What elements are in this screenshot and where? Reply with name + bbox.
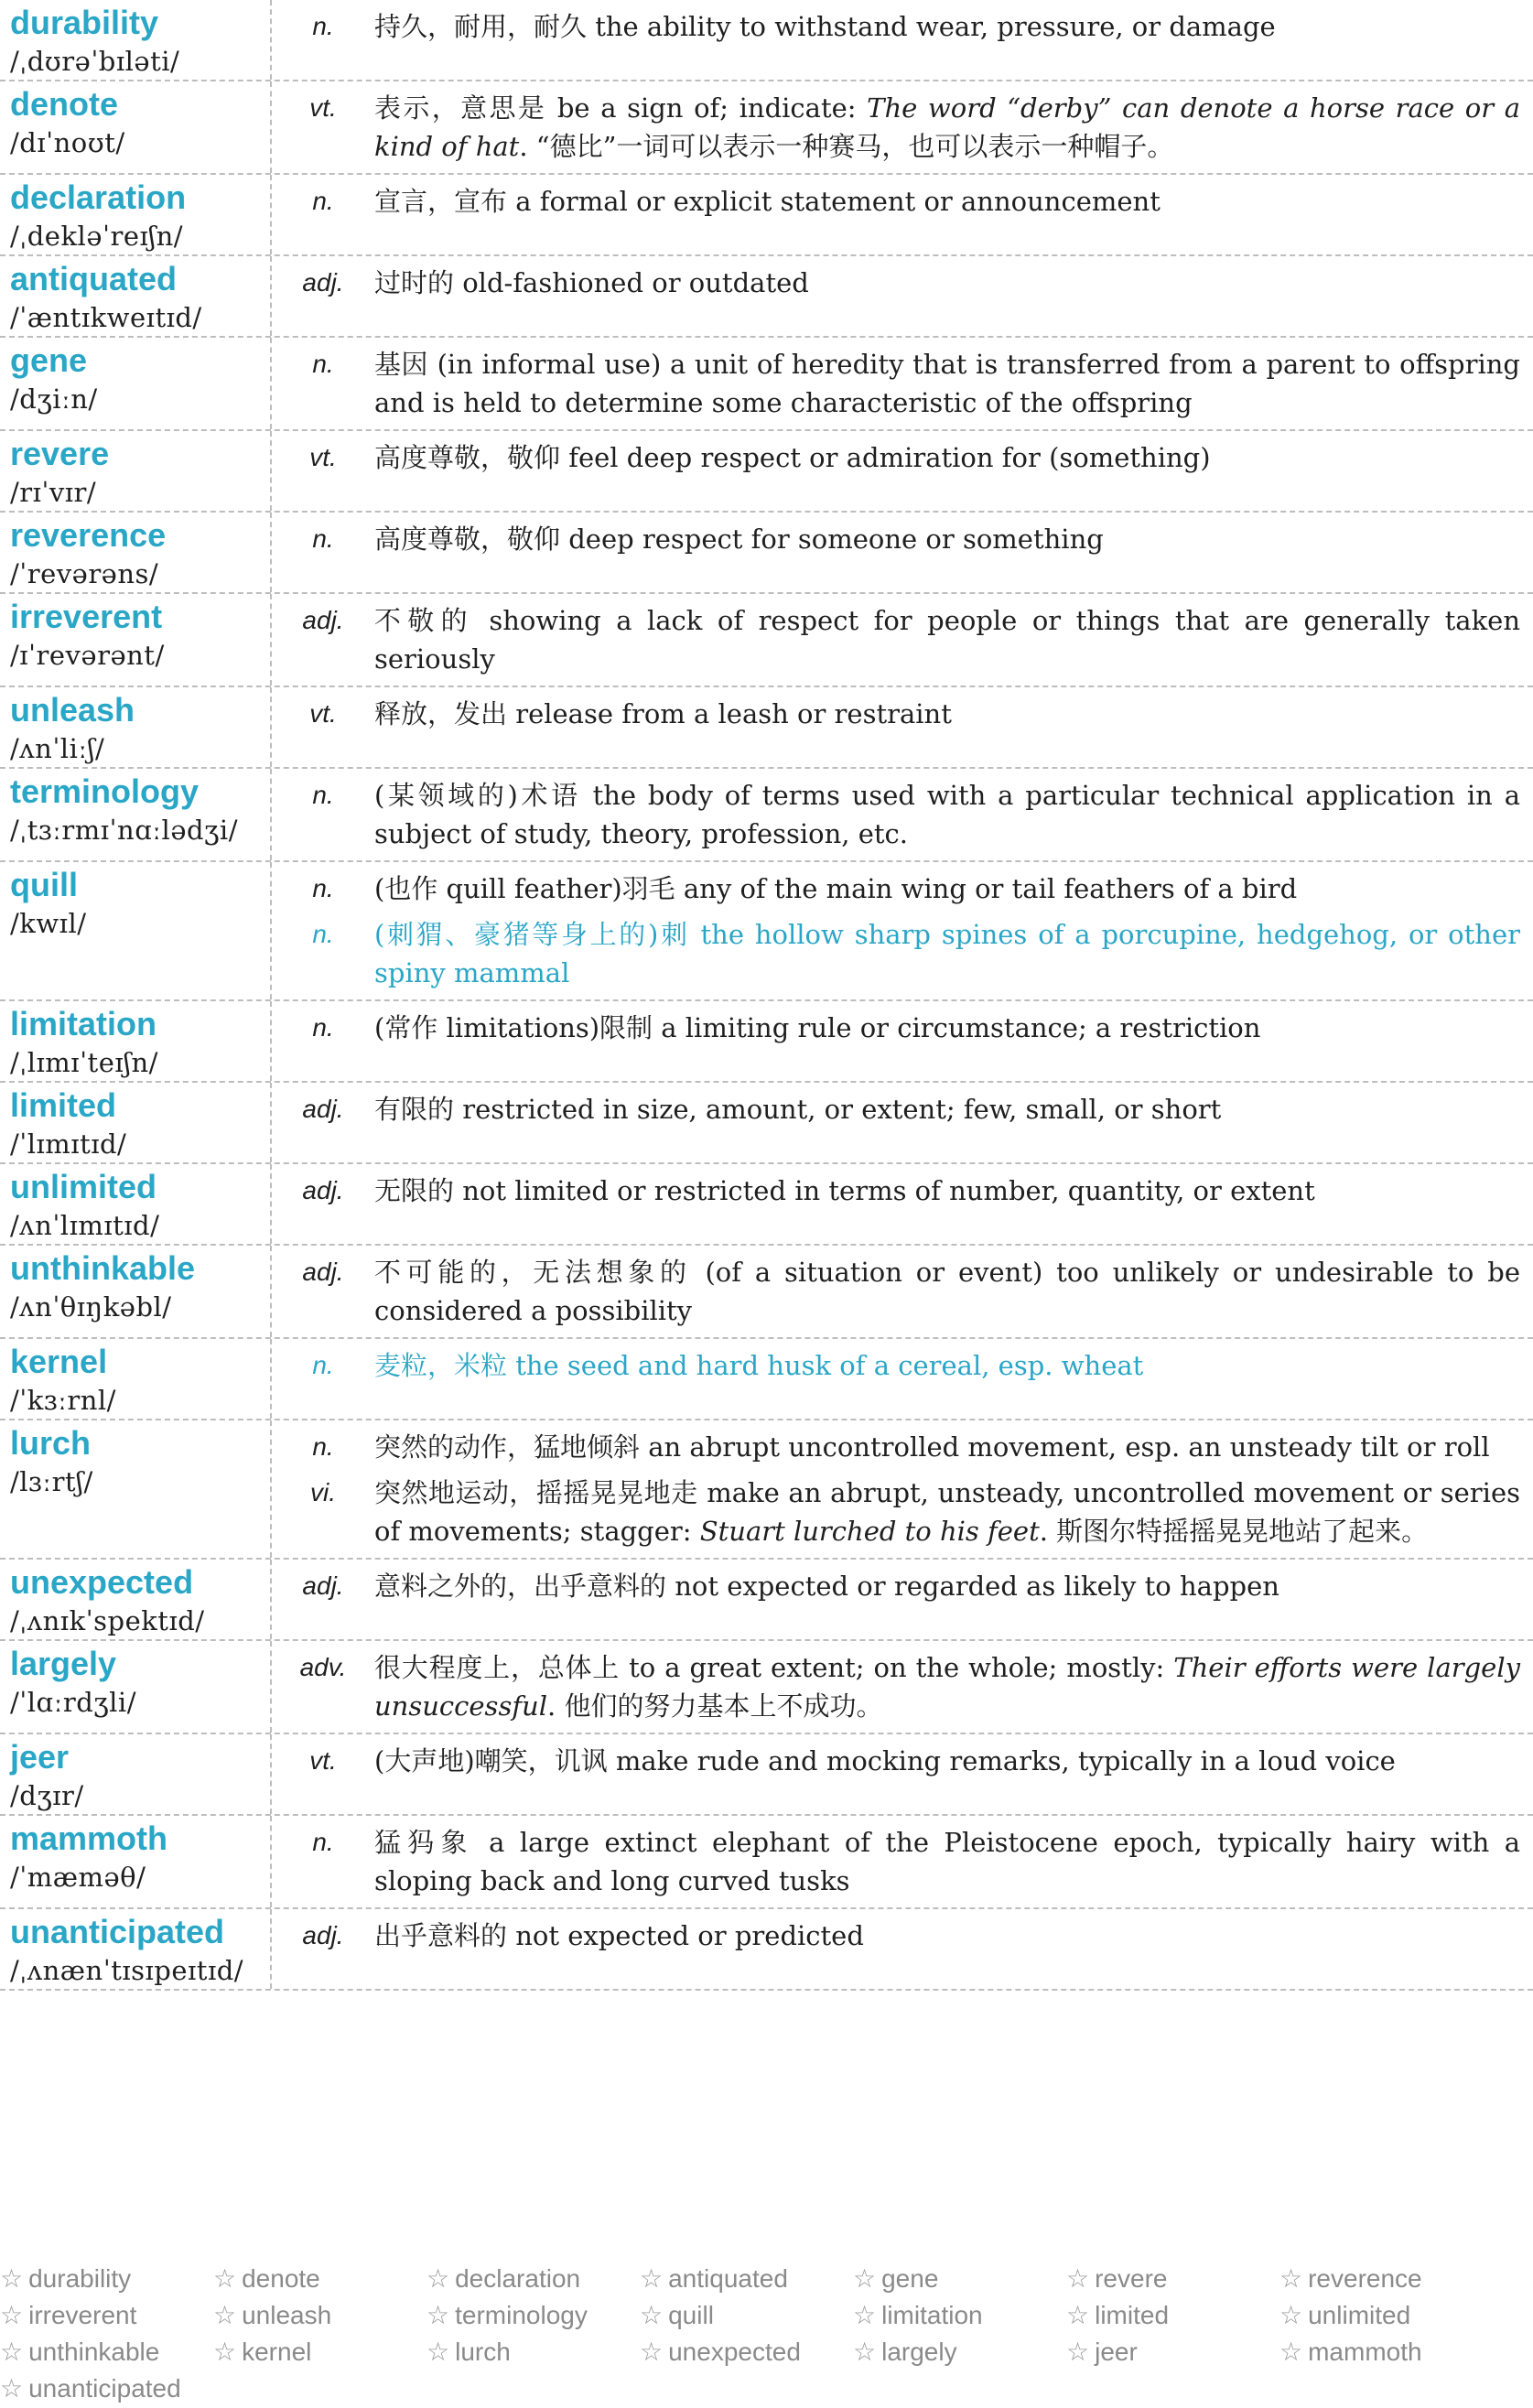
headword: terminology [10, 772, 200, 810]
review-word-label: durability [28, 2264, 132, 2293]
star-icon: ☆ [426, 2301, 450, 2329]
definition [374, 1474, 1520, 1550]
part-of-speech: n. [312, 781, 334, 809]
pronunciation: /ˌlɪmɪˈteɪʃn/ [10, 1047, 158, 1078]
review-word [640, 2261, 853, 2297]
headword-cell [0, 513, 272, 592]
definition-text: 持久，耐用，耐久 the ability to withstand wear, pressure, or damage [374, 11, 1276, 42]
pronunciation: /ʌnˈliːʃ/ [10, 733, 105, 764]
sense-list [272, 1246, 1533, 1337]
definition-text: 基因 (in informal use) a unit of heredity that is transferred from a parent to offspring and is held to determine some characteristic of the offspring [374, 349, 1520, 418]
definition [374, 520, 1520, 558]
entry-gene [0, 338, 1533, 431]
example-sentence: Their efforts were largely unsuccessful [374, 1652, 1520, 1722]
definition [374, 1648, 1520, 1725]
pronunciation: /ˈkɜːrnl/ [10, 1385, 116, 1416]
headword: antiquated [10, 260, 178, 297]
sense-list [272, 256, 1533, 336]
definition-text: (常作 limitations)限制 a limiting rule or circumstance; a restriction [374, 1012, 1261, 1043]
definition-text: 高度尊敬，敬仰 feel deep respect or admiration for (something) [374, 442, 1211, 473]
headword-cell [0, 1339, 272, 1419]
entry-unthinkable [0, 1246, 1533, 1339]
definition-text: 很大程度上，总体上 to a great extent; on the whole; mostly: [374, 1652, 1174, 1683]
entry-revere [0, 431, 1533, 513]
sense [272, 1346, 1520, 1385]
pronunciation: /dɪˈnoʊt/ [10, 127, 125, 158]
definition-text: 不可能的，无法想象的 (of a situation or event) too unlikely or undesirable to be considered a possibility [374, 1257, 1520, 1326]
pronunciation: /kwɪl/ [10, 908, 87, 939]
review-word-label: unleash [242, 2301, 332, 2329]
headword-cell [0, 0, 272, 80]
review-word-label: antiquated [668, 2264, 788, 2293]
part-of-speech: n. [312, 920, 334, 948]
sense [272, 1823, 1520, 1900]
definition [374, 601, 1520, 678]
review-word [853, 2297, 1066, 2334]
review-word-grid [0, 2261, 1533, 2407]
headword: revere [10, 435, 110, 472]
review-word-label: unexpected [668, 2338, 801, 2366]
part-of-speech: n. [312, 1013, 334, 1042]
part-of-speech: n. [312, 1432, 334, 1461]
headword: kernel [10, 1343, 108, 1380]
definition [374, 1009, 1520, 1047]
star-icon: ☆ [853, 2264, 877, 2293]
sense-list [272, 1339, 1533, 1419]
definition [374, 1346, 1520, 1385]
entry-largely [0, 1641, 1533, 1734]
star-icon: ☆ [1066, 2264, 1090, 2293]
review-word [0, 2334, 213, 2370]
definition [374, 264, 1520, 302]
headword: jeer [10, 1738, 70, 1776]
headword-cell [0, 1420, 272, 1558]
definition [374, 182, 1520, 221]
sense [272, 1474, 1520, 1550]
sense [272, 1742, 1520, 1780]
headword: unleash [10, 691, 135, 729]
star-icon: ☆ [0, 2374, 24, 2403]
review-word-label: irreverent [28, 2301, 137, 2329]
sense [272, 438, 1520, 477]
definition-text: 意料之外的，出乎意料的 not expected or regarded as likely to happen [374, 1571, 1279, 1602]
sense [272, 1428, 1520, 1466]
sense-list [272, 1734, 1533, 1814]
entry-antiquated [0, 256, 1533, 338]
entry-limitation [0, 1001, 1533, 1083]
sense-list [272, 338, 1533, 429]
headword: gene [10, 341, 88, 379]
review-word [426, 2334, 640, 2370]
review-word [0, 2370, 213, 2407]
star-icon: ☆ [213, 2338, 237, 2366]
sense [272, 520, 1520, 558]
definition [374, 1567, 1520, 1605]
sense [272, 776, 1520, 853]
review-word [1066, 2297, 1279, 2334]
definition-text: . “德比”一词可以表示一种赛马，也可以表示一种帽子。 [519, 131, 1174, 162]
pronunciation: /ˈmæməθ/ [10, 1862, 146, 1893]
pronunciation: /rɪˈvɪr/ [10, 477, 97, 508]
review-word-label: quill [668, 2301, 714, 2329]
sense-list [272, 1083, 1533, 1162]
headword: unanticipated [10, 1913, 225, 1950]
sense [272, 869, 1520, 908]
star-icon: ☆ [640, 2301, 664, 2329]
definition [374, 7, 1520, 46]
entry-denote [0, 81, 1533, 175]
star-icon: ☆ [213, 2301, 237, 2329]
sense [272, 1253, 1520, 1330]
review-word-label: unanticipated [28, 2374, 181, 2403]
entry-mammoth [0, 1816, 1533, 1909]
review-word-label: jeer [1095, 2338, 1138, 2366]
sense [272, 1090, 1520, 1128]
review-word [213, 2334, 426, 2370]
definition-text: 突然的动作，猛地倾斜 an abrupt uncontrolled movement, esp. an unsteady tilt or roll [374, 1431, 1490, 1463]
pronunciation: /lɜːrtʃ/ [10, 1466, 93, 1497]
star-icon: ☆ [426, 2338, 450, 2366]
entry-reverence [0, 513, 1533, 594]
star-icon: ☆ [213, 2264, 237, 2293]
sense-list [272, 1164, 1533, 1244]
headword: largely [10, 1645, 117, 1682]
pronunciation: /ˈrevərəns/ [10, 558, 159, 589]
headword-cell [0, 175, 272, 254]
sense [272, 89, 1520, 166]
review-word [640, 2334, 853, 2370]
definition-text: 高度尊敬，敬仰 deep respect for someone or something [374, 524, 1104, 555]
star-icon: ☆ [1279, 2264, 1303, 2293]
part-of-speech: vt. [309, 699, 337, 728]
review-word [853, 2334, 1066, 2370]
headword: lurch [10, 1424, 92, 1462]
entry-unleash [0, 687, 1533, 769]
definition [374, 1090, 1520, 1128]
sense [272, 1172, 1520, 1210]
pronunciation: /ˌʌnɪkˈspektɪd/ [10, 1605, 205, 1636]
review-word [1279, 2261, 1493, 2297]
star-icon: ☆ [1066, 2338, 1090, 2366]
pronunciation: /ɪˈrevərənt/ [10, 640, 165, 671]
sense-list [272, 862, 1533, 999]
review-word [0, 2261, 213, 2297]
star-icon: ☆ [853, 2338, 877, 2366]
review-word-label: denote [242, 2264, 320, 2293]
part-of-speech: adj. [302, 606, 344, 634]
definition [374, 776, 1520, 853]
star-icon: ☆ [1066, 2301, 1090, 2329]
entry-irreverent [0, 594, 1533, 687]
headword: irreverent [10, 598, 163, 635]
part-of-speech: n. [312, 1351, 334, 1379]
headword: limited [10, 1086, 117, 1124]
sense-list [272, 1001, 1533, 1081]
sense [272, 1567, 1520, 1605]
pronunciation: /ˈæntɪkweɪtɪd/ [10, 302, 202, 333]
definition [374, 1917, 1520, 1955]
sense-list [272, 594, 1533, 686]
part-of-speech: vt. [309, 1746, 337, 1775]
headword-cell [0, 1816, 272, 1907]
sense [272, 345, 1520, 422]
sense-list [272, 1816, 1533, 1907]
review-word [0, 2297, 213, 2334]
part-of-speech: adv. [299, 1653, 347, 1681]
definition [374, 869, 1520, 908]
definition-text: 无限的 not limited or restricted in terms of number, quantity, or extent [374, 1175, 1315, 1206]
definition [374, 1428, 1520, 1466]
headword: declaration [10, 178, 187, 216]
entry-terminology [0, 769, 1533, 862]
review-word-label: terminology [455, 2301, 588, 2329]
sense-list [272, 513, 1533, 592]
entry-kernel [0, 1339, 1533, 1420]
definition-text: (刺猬、豪猪等身上的)刺 the hollow sharp spines of a porcupine, hedgehog, or other spiny mammal [374, 919, 1520, 988]
review-word [640, 2297, 853, 2334]
pronunciation: /ʌnˈlɪmɪtɪd/ [10, 1210, 160, 1241]
sense-list [272, 1641, 1533, 1733]
definition [374, 915, 1520, 992]
definition-text: 不敬的 showing a lack of respect for people or things that are generally taken seriously [374, 605, 1520, 675]
definition [374, 695, 1520, 733]
review-word-label: kernel [242, 2338, 312, 2366]
headword-cell [0, 1164, 272, 1244]
review-word-label: largely [881, 2338, 957, 2366]
review-word [213, 2297, 426, 2334]
headword-cell [0, 1001, 272, 1081]
entry-unanticipated [0, 1909, 1533, 1991]
review-word-label: reverence [1308, 2264, 1422, 2293]
entry-declaration [0, 175, 1533, 256]
pronunciation: /ˌtɜːrmɪˈnɑːlədʒi/ [10, 815, 238, 846]
headword-cell [0, 862, 272, 999]
headword: durability [10, 4, 159, 41]
part-of-speech: adj. [302, 268, 344, 297]
definition [374, 89, 1520, 166]
part-of-speech: n. [312, 187, 334, 215]
entry-unlimited [0, 1164, 1533, 1246]
review-word [853, 2261, 1066, 2297]
sense [272, 915, 1520, 992]
pronunciation: /ˈlɪmɪtɪd/ [10, 1128, 127, 1160]
sense [272, 1648, 1520, 1725]
definition-text: (某领域的)术语 the body of terms used with a particular technical application in a subject of study, theory, profession, etc. [374, 780, 1520, 849]
review-word-label: mammoth [1308, 2338, 1422, 2366]
star-icon: ☆ [640, 2338, 664, 2366]
definition [374, 1172, 1520, 1210]
part-of-speech: n. [312, 874, 334, 902]
sense [272, 601, 1520, 678]
part-of-speech: n. [312, 1828, 334, 1856]
part-of-speech: vt. [309, 443, 337, 471]
pronunciation: /ˌdʊrəˈbɪləti/ [10, 46, 180, 77]
entry-durability [0, 0, 1533, 81]
star-icon: ☆ [853, 2301, 877, 2329]
sense [272, 182, 1520, 221]
sense-list [272, 769, 1533, 860]
sense [272, 1009, 1520, 1047]
headword: reverence [10, 516, 167, 554]
review-word-label: limited [1095, 2301, 1170, 2329]
review-word-label: gene [881, 2264, 939, 2293]
headword-cell [0, 1909, 272, 1989]
pronunciation: /ˌdekləˈreɪʃn/ [10, 221, 184, 252]
entry-lurch [0, 1420, 1533, 1560]
star-icon: ☆ [1279, 2338, 1303, 2366]
review-word [1066, 2334, 1279, 2370]
star-icon: ☆ [640, 2264, 664, 2293]
sense-list [272, 1420, 1533, 1558]
headword-cell [0, 431, 272, 511]
definition [374, 1253, 1520, 1330]
headword: quill [10, 866, 78, 903]
review-word-label: declaration [455, 2264, 581, 2293]
review-word-label: limitation [881, 2301, 983, 2329]
part-of-speech: adj. [302, 1571, 344, 1600]
sense-list [272, 175, 1533, 254]
sense-list [272, 1560, 1533, 1639]
headword-cell [0, 1246, 272, 1337]
review-word [1279, 2334, 1493, 2370]
part-of-speech: n. [312, 524, 334, 553]
definition-text: . 他们的努力基本上不成功。 [547, 1690, 883, 1722]
sense [272, 1917, 1520, 1955]
headword: unthinkable [10, 1249, 196, 1287]
sense-list [272, 1909, 1533, 1989]
definition-text: 宣言，宣布 a formal or explicit statement or announcement [374, 186, 1161, 217]
entry-quill [0, 862, 1533, 1001]
headword: unlimited [10, 1168, 157, 1205]
definition [374, 438, 1520, 477]
definition-text: . 斯图尔特摇摇晃晃地站了起来。 [1039, 1516, 1429, 1547]
sense-list [272, 81, 1533, 173]
pronunciation: /dʒɪr/ [10, 1780, 84, 1811]
definition-text: (大声地)嘲笑，讥讽 make rude and mocking remarks, typically in a loud voice [374, 1745, 1396, 1776]
part-of-speech: vi. [310, 1478, 336, 1506]
part-of-speech: adj. [302, 1921, 344, 1949]
headword-cell [0, 687, 272, 767]
headword-cell [0, 256, 272, 336]
star-icon: ☆ [0, 2264, 24, 2293]
definition-text: 出乎意料的 not expected or predicted [374, 1920, 864, 1951]
part-of-speech: n. [312, 12, 334, 40]
headword: unexpected [10, 1563, 194, 1601]
definition [374, 1742, 1520, 1780]
sense-list [272, 431, 1533, 511]
star-icon: ☆ [426, 2264, 450, 2293]
star-icon: ☆ [1279, 2301, 1303, 2329]
headword: limitation [10, 1005, 157, 1042]
definition-text: 表示，意思是 be a sign of; indicate: [374, 92, 868, 124]
headword-cell [0, 1083, 272, 1162]
definition [374, 1823, 1520, 1900]
headword-cell [0, 594, 272, 686]
sense-list [272, 687, 1533, 767]
example-sentence: The word “derby” can denote a horse race or a kind of hat [374, 92, 1520, 162]
part-of-speech: vt. [309, 93, 337, 122]
headword-cell [0, 81, 272, 173]
example-sentence: Stuart lurched to his feet [699, 1516, 1040, 1547]
review-word [1066, 2261, 1279, 2297]
entry-unexpected [0, 1560, 1533, 1641]
part-of-speech: n. [312, 350, 334, 378]
entry-limited [0, 1083, 1533, 1164]
pronunciation: /ʌnˈθɪŋkəbl/ [10, 1291, 172, 1323]
sense [272, 264, 1520, 302]
review-word-label: revere [1095, 2264, 1168, 2293]
part-of-speech: adj. [302, 1258, 344, 1286]
definition-text: (也作 quill feather)羽毛 any of the main wing or tail feathers of a bird [374, 873, 1298, 904]
headword: mammoth [10, 1819, 168, 1857]
part-of-speech: adj. [302, 1176, 344, 1204]
review-word-label: unthinkable [28, 2338, 160, 2366]
definition-text: 麦粒，米粒 the seed and hard husk of a cereal, esp. wheat [374, 1350, 1144, 1381]
review-word [426, 2297, 640, 2334]
definition-text: 过时的 old-fashioned or outdated [374, 267, 809, 298]
star-icon: ☆ [0, 2301, 24, 2329]
review-word [426, 2261, 640, 2297]
review-word [213, 2261, 426, 2297]
sense [272, 695, 1520, 733]
review-word-label: unlimited [1308, 2301, 1411, 2329]
part-of-speech: adj. [302, 1095, 344, 1123]
pronunciation: /dʒiːn/ [10, 383, 98, 415]
sense-list [272, 0, 1533, 80]
star-icon: ☆ [0, 2338, 24, 2366]
sense [272, 7, 1520, 46]
pronunciation: /ˌʌnænˈtɪsɪpeɪtɪd/ [10, 1955, 244, 1986]
definition-text: 有限的 restricted in size, amount, or extent; few, small, or short [374, 1094, 1222, 1125]
headword-cell [0, 769, 272, 860]
review-word-label: lurch [455, 2338, 511, 2366]
headword-cell [0, 1641, 272, 1733]
definition-text: 突然地运动，摇摇晃晃地走 make an abrupt, unsteady, uncontrolled movement or series of movements; stagger: [374, 1477, 1520, 1547]
definition-text: 猛犸象 a large extinct elephant of the Pleistocene epoch, typically hairy with a sloping back and long curved tusks [374, 1827, 1520, 1896]
definition-text: 释放，发出 release from a leash or restraint [374, 698, 952, 729]
pronunciation: /ˈlɑːrdʒli/ [10, 1687, 136, 1718]
review-word [1279, 2297, 1493, 2334]
headword: denote [10, 85, 119, 123]
definition [374, 345, 1520, 422]
headword-cell [0, 1734, 272, 1814]
headword-cell [0, 338, 272, 429]
entry-jeer [0, 1734, 1533, 1816]
headword-cell [0, 1560, 272, 1639]
